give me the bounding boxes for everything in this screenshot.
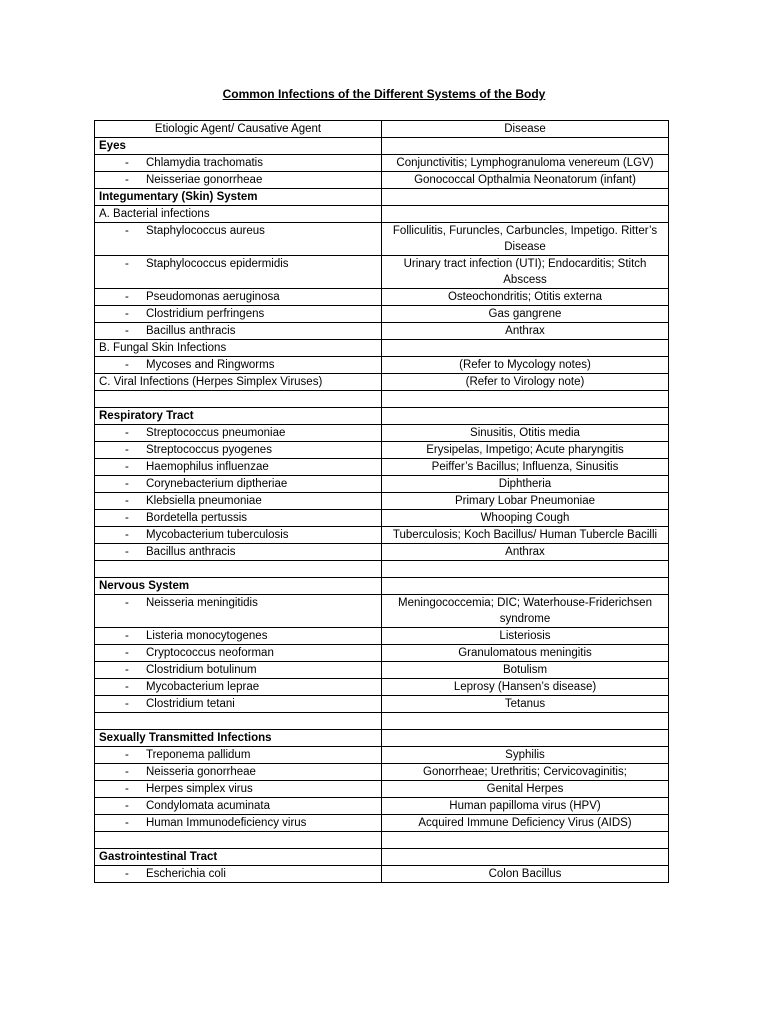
disease-cell: Primary Lobar Pneumoniae xyxy=(382,493,669,510)
bullet-dash: - xyxy=(125,308,129,320)
disease-cell: Urinary tract infection (UTI); Endocarditis; Stitch Abscess xyxy=(382,256,669,289)
disease-cell: Botulism xyxy=(382,662,669,679)
agent-name: Chlamydia trachomatis xyxy=(146,157,263,169)
agent-entry xyxy=(99,798,377,814)
bullet-dash: - xyxy=(125,529,129,541)
disease-cell: Listeriosis xyxy=(382,628,669,645)
table-row xyxy=(95,306,669,323)
agent-cell xyxy=(95,866,382,883)
disease-cell xyxy=(382,730,669,747)
agent-name: Bordetella pertussis xyxy=(146,512,247,524)
agent-name: Bacillus anthracis xyxy=(146,546,236,558)
table-row xyxy=(95,510,669,527)
disease-cell: Folliculitis, Furuncles, Carbuncles, Impetigo. Ritter’s Disease xyxy=(382,223,669,256)
spacer-row xyxy=(95,391,669,408)
agent-cell xyxy=(95,713,382,730)
agent-cell xyxy=(95,425,382,442)
bullet-dash: - xyxy=(125,157,129,169)
agent-entry xyxy=(99,645,377,661)
section-row xyxy=(95,408,669,425)
section-heading: Sexually Transmitted Infections xyxy=(99,732,272,744)
agent-cell xyxy=(95,306,382,323)
table-row xyxy=(95,256,669,289)
subsection-label: A. Bacterial infections xyxy=(99,208,210,220)
disease-cell: Acquired Immune Deficiency Virus (AIDS) xyxy=(382,815,669,832)
agent-entry xyxy=(99,781,377,797)
disease-cell: Sinusitis, Otitis media xyxy=(382,425,669,442)
disease-cell xyxy=(382,832,669,849)
agent-name: Clostridium tetani xyxy=(146,698,235,710)
agent-cell xyxy=(95,645,382,662)
bullet-dash: - xyxy=(125,427,129,439)
bullet-dash: - xyxy=(125,546,129,558)
disease-cell xyxy=(382,138,669,155)
agent-name: Mycobacterium tuberculosis xyxy=(146,529,289,541)
agent-name: Treponema pallidum xyxy=(146,749,251,761)
table-row xyxy=(95,866,669,883)
agent-entry xyxy=(99,544,377,560)
table-row xyxy=(95,172,669,189)
table-row xyxy=(95,357,669,374)
agent-entry xyxy=(99,662,377,678)
table-body xyxy=(95,121,669,883)
disease-cell: Meningococcemia; DIC; Waterhouse-Friderichsen syndrome xyxy=(382,595,669,628)
table-row xyxy=(95,459,669,476)
agent-name: Haemophilus influenzae xyxy=(146,461,269,473)
bullet-dash: - xyxy=(125,800,129,812)
bullet-dash: - xyxy=(125,630,129,642)
agent-entry xyxy=(99,155,377,171)
agent-entry xyxy=(99,866,377,882)
agent-entry xyxy=(99,442,377,458)
agent-name: Neisseriae gonorrheae xyxy=(146,174,263,186)
agent-entry xyxy=(99,527,377,543)
disease-cell: Anthrax xyxy=(382,544,669,561)
subsection-label: B. Fungal Skin Infections xyxy=(99,342,227,354)
agent-name: Mycoses and Ringworms xyxy=(146,359,275,371)
disease-cell: Genital Herpes xyxy=(382,781,669,798)
bullet-dash: - xyxy=(125,766,129,778)
table-row xyxy=(95,527,669,544)
table-row xyxy=(95,340,669,357)
infections-table xyxy=(94,120,669,883)
agent-entry xyxy=(99,493,377,509)
disease-cell: Granulomatous meningitis xyxy=(382,645,669,662)
agent-entry xyxy=(99,425,377,441)
agent-cell xyxy=(95,493,382,510)
agent-cell xyxy=(95,476,382,493)
agent-cell xyxy=(95,798,382,815)
agent-name: Staphylococcus epidermidis xyxy=(146,258,289,270)
bullet-dash: - xyxy=(125,817,129,829)
bullet-dash: - xyxy=(125,664,129,676)
section-row xyxy=(95,578,669,595)
agent-entry xyxy=(99,172,377,188)
agent-entry xyxy=(99,357,377,373)
subsection-label: C. Viral Infections (Herpes Simplex Viruses) xyxy=(99,376,323,388)
disease-cell xyxy=(382,391,669,408)
disease-cell xyxy=(382,340,669,357)
disease-cell: Tuberculosis; Koch Bacillus/ Human Tubercle Bacilli xyxy=(382,527,669,544)
agent-cell xyxy=(95,781,382,798)
bullet-dash: - xyxy=(125,495,129,507)
agent-entry xyxy=(99,595,377,611)
agent-entry xyxy=(99,679,377,695)
section-row xyxy=(95,730,669,747)
section-heading: Eyes xyxy=(99,140,126,152)
agent-name: Clostridium perfringens xyxy=(146,308,265,320)
agent-cell xyxy=(95,747,382,764)
agent-cell xyxy=(95,578,382,595)
disease-cell xyxy=(382,561,669,578)
agent-cell xyxy=(95,595,382,628)
bullet-dash: - xyxy=(125,749,129,761)
table-row xyxy=(95,628,669,645)
agent-cell xyxy=(95,289,382,306)
agent-name: Neisseria gonorrheae xyxy=(146,766,256,778)
table-row xyxy=(95,493,669,510)
bullet-dash: - xyxy=(125,325,129,337)
agent-cell xyxy=(95,815,382,832)
agent-cell xyxy=(95,206,382,223)
bullet-dash: - xyxy=(125,783,129,795)
agent-cell xyxy=(95,764,382,781)
agent-cell xyxy=(95,730,382,747)
agent-cell xyxy=(95,442,382,459)
agent-entry xyxy=(99,696,377,712)
agent-entry xyxy=(99,223,377,239)
section-heading: Respiratory Tract xyxy=(99,410,194,422)
disease-cell xyxy=(382,578,669,595)
agent-name: Listeria monocytogenes xyxy=(146,630,268,642)
agent-cell xyxy=(95,832,382,849)
spacer-row xyxy=(95,713,669,730)
section-heading: Nervous System xyxy=(99,580,190,592)
table-row xyxy=(95,206,669,223)
table-row xyxy=(95,645,669,662)
agent-cell xyxy=(95,323,382,340)
disease-cell: Gas gangrene xyxy=(382,306,669,323)
agent-name: Staphylococcus aureus xyxy=(146,225,265,237)
table-row xyxy=(95,696,669,713)
agent-name: Bacillus anthracis xyxy=(146,325,236,337)
agent-cell xyxy=(95,662,382,679)
agent-entry xyxy=(99,306,377,322)
disease-cell: Anthrax xyxy=(382,323,669,340)
table-row xyxy=(95,289,669,306)
table-row xyxy=(95,595,669,628)
disease-cell: Whooping Cough xyxy=(382,510,669,527)
table-row xyxy=(95,374,669,391)
disease-cell xyxy=(382,713,669,730)
agent-name: Streptococcus pneumoniae xyxy=(146,427,286,439)
agent-cell xyxy=(95,459,382,476)
bullet-dash: - xyxy=(125,512,129,524)
bullet-dash: - xyxy=(125,225,129,237)
agent-name: Klebsiella pneumoniae xyxy=(146,495,262,507)
agent-cell xyxy=(95,679,382,696)
agent-entry xyxy=(99,256,377,272)
agent-entry xyxy=(99,289,377,305)
bullet-dash: - xyxy=(125,597,129,609)
agent-entry xyxy=(99,459,377,475)
disease-cell xyxy=(382,849,669,866)
disease-cell: Human papilloma virus (HPV) xyxy=(382,798,669,815)
agent-cell xyxy=(95,357,382,374)
table-row xyxy=(95,223,669,256)
bullet-dash: - xyxy=(125,291,129,303)
disease-cell: Osteochondritis; Otitis externa xyxy=(382,289,669,306)
agent-name: Neisseria meningitidis xyxy=(146,597,258,609)
agent-name: Condylomata acuminata xyxy=(146,800,271,812)
table-row xyxy=(95,764,669,781)
agent-name: Pseudomonas aeruginosa xyxy=(146,291,280,303)
agent-entry xyxy=(99,815,377,831)
table-header-row xyxy=(95,121,669,138)
bullet-dash: - xyxy=(125,444,129,456)
agent-cell xyxy=(95,155,382,172)
document-title: Common Infections of the Different Systems of the Body xyxy=(222,87,546,101)
bullet-dash: - xyxy=(125,681,129,693)
spacer-row xyxy=(95,832,669,849)
agent-cell xyxy=(95,189,382,206)
section-row xyxy=(95,849,669,866)
table-row xyxy=(95,747,669,764)
bullet-dash: - xyxy=(125,647,129,659)
table-row xyxy=(95,679,669,696)
bullet-dash: - xyxy=(125,698,129,710)
disease-cell: Peiffer’s Bacillus; Influenza, Sinusitis xyxy=(382,459,669,476)
table-row xyxy=(95,155,669,172)
agent-cell xyxy=(95,172,382,189)
bullet-dash: - xyxy=(125,868,129,880)
header-agent: Etiologic Agent/ Causative Agent xyxy=(95,121,382,138)
table-row xyxy=(95,781,669,798)
disease-cell: (Refer to Mycology notes) xyxy=(382,357,669,374)
agent-cell xyxy=(95,628,382,645)
agent-cell xyxy=(95,510,382,527)
section-row xyxy=(95,138,669,155)
disease-cell: Conjunctivitis; Lymphogranuloma venereum (LGV) xyxy=(382,155,669,172)
disease-cell: Erysipelas, Impetigo; Acute pharyngitis xyxy=(382,442,669,459)
bullet-dash: - xyxy=(125,478,129,490)
disease-cell: Leprosy (Hansen’s disease) xyxy=(382,679,669,696)
agent-entry xyxy=(99,764,377,780)
agent-cell xyxy=(95,527,382,544)
section-row xyxy=(95,189,669,206)
agent-name: Streptococcus pyogenes xyxy=(146,444,272,456)
table-row xyxy=(95,323,669,340)
table-row xyxy=(95,425,669,442)
bullet-dash: - xyxy=(125,359,129,371)
disease-cell: (Refer to Virology note) xyxy=(382,374,669,391)
agent-cell xyxy=(95,223,382,256)
agent-entry xyxy=(99,510,377,526)
table-row xyxy=(95,815,669,832)
bullet-dash: - xyxy=(125,461,129,473)
header-disease: Disease xyxy=(382,121,669,138)
spacer-row xyxy=(95,561,669,578)
disease-cell xyxy=(382,206,669,223)
agent-cell xyxy=(95,374,382,391)
table-row xyxy=(95,798,669,815)
disease-cell: Syphilis xyxy=(382,747,669,764)
agent-name: Cryptococcus neoforman xyxy=(146,647,274,659)
disease-cell: Tetanus xyxy=(382,696,669,713)
table-row xyxy=(95,476,669,493)
disease-cell: Gonorrheae; Urethritis; Cervicovaginitis; xyxy=(382,764,669,781)
table-row xyxy=(95,442,669,459)
agent-cell xyxy=(95,561,382,578)
section-heading: Gastrointestinal Tract xyxy=(99,851,218,863)
disease-cell: Gonococcal Opthalmia Neonatorum (infant) xyxy=(382,172,669,189)
table-row xyxy=(95,662,669,679)
agent-entry xyxy=(99,476,377,492)
bullet-dash: - xyxy=(125,174,129,186)
agent-entry xyxy=(99,747,377,763)
agent-name: Mycobacterium leprae xyxy=(146,681,260,693)
agent-cell xyxy=(95,696,382,713)
agent-cell xyxy=(95,138,382,155)
agent-cell xyxy=(95,849,382,866)
agent-entry xyxy=(99,628,377,644)
disease-cell: Diphtheria xyxy=(382,476,669,493)
section-heading: Integumentary (Skin) System xyxy=(99,191,258,203)
agent-cell xyxy=(95,391,382,408)
agent-cell xyxy=(95,340,382,357)
agent-name: Herpes simplex virus xyxy=(146,783,253,795)
table-row xyxy=(95,544,669,561)
agent-name: Human Immunodeficiency virus xyxy=(146,817,307,829)
agent-cell xyxy=(95,544,382,561)
bullet-dash: - xyxy=(125,258,129,270)
agent-cell xyxy=(95,256,382,289)
agent-entry xyxy=(99,323,377,339)
agent-name: Clostridium botulinum xyxy=(146,664,257,676)
disease-cell xyxy=(382,408,669,425)
agent-name: Corynebacterium diptheriae xyxy=(146,478,288,490)
disease-cell xyxy=(382,189,669,206)
disease-cell: Colon Bacillus xyxy=(382,866,669,883)
agent-cell xyxy=(95,408,382,425)
agent-name: Escherichia coli xyxy=(146,868,226,880)
